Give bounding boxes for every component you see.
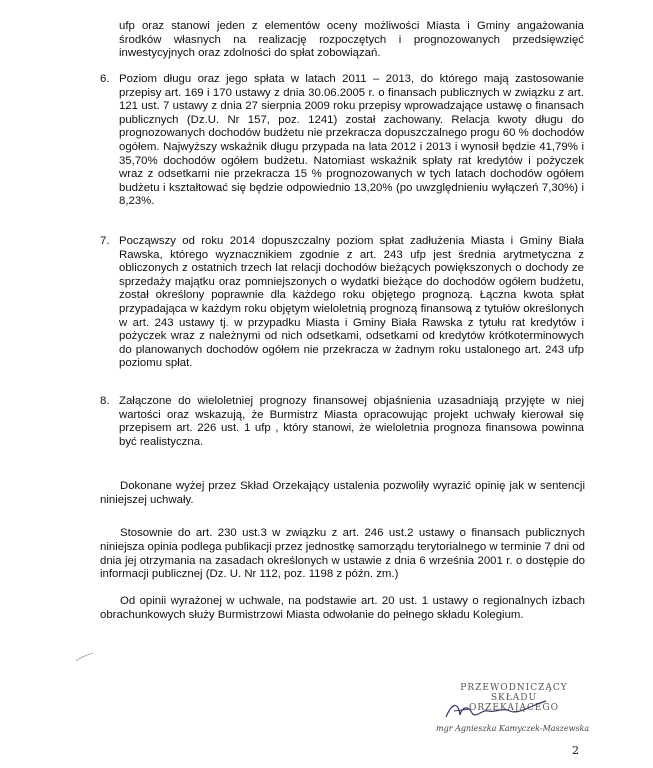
signature-title-line2: SKŁADU ORZEKAJĄCEGO [469, 693, 559, 713]
page-number: 2 [572, 744, 579, 757]
item-text: Począwszy od roku 2014 dopuszczalny poziom spłat zadłużenia Miasta i Gminy Biała Rawska, którego wyznacznikiem zgodnie z art. 243 ufp jest średnia arytmetyczna z obliczonych z ostatnich trzech lat relacji dochodów bieżących powiększonych o dochody ze sprzedaży majątku oraz pomniejszonych o wydatki bieżące do dochodów ogółem budżetu, został określony poprawnie dla każdego roku objętego prognozą. Łączna kwota spłat przypadająca w każdym roku objętym wieloletnią prognozą finansową z tytułów określonych w art. 243 ustawy tj. w przypadku Miasta i Gminy Biała Rawska z tytułu rat kredytów i pożyczek wraz z należnymi od nich odsetkami, odsetkami od kredytów krótkoterminowych do planowanych dochodów ogółem nie przekracza w żadnym roku ustalonego art. 243 ufp poziomu spłat. [119, 235, 584, 370]
item-number: 8. [100, 395, 110, 407]
intro-continuation: ufp oraz stanowi jeden z elementów oceny możliwości Miasta i Gminy angażowania środków własnych na realizację rozpoczętych i prognozowanych przedsięwzięć inwestycyjnych oraz zdolności do spłat zobowiązań. [119, 20, 584, 60]
item-text: Poziom długu oraz jego spłata w latach 2011 – 2013, do którego mają zastosowanie przepisy art. 169 i 170 ustawy z dnia 30.06.2005 r. o finansach publicznych w związku z art. 121 ust. 7 ustawy z dnia 27 sierpnia 2009 roku przepisy wprowadzające ustawę o finansach publicznych (Dz.U. Nr 157, poz. 1241) został zachowany. Relacja kwoty długu do prognozowanych dochodów budżetu nie przekracza dopuszczalnego progu 60 % dochodów ogółem. Najwyższy wskaźnik długu przypada na lata 2012 i 2013 i wynosił będzie 41,79% i 35,70% dochodów ogółem budżetu. Natomiast wskaźnik spłaty rat kredytów i pożyczek wraz z odsetkami nie przekracza 15 % prognozowanych w tych latach dochodów ogółem budżetu i kształtować się będzie odpowiednio 13,20% (po uwzględnieniu wyłączeń 7,30%) i 8,23%. [119, 73, 584, 208]
paragraph-od-opinii: Od opinii wyrażonej w uchwale, na podstawie art. 20 ust. 1 ustawy o regionalnych izbach obrachunkowych służy Burmistrzowi Miasta odwołanie do pełnego składu Kolegium. [100, 595, 585, 621]
handwritten-signature-icon [442, 697, 562, 725]
paragraph-stosownie: Stosownie do art. 230 ust.3 w związku z art. 246 ust.2 ustawy o finansach publicznych niniejsza opinia podlega publikacji przez jednostkę samorządu terytorialnego w terminie 7 dni od dnia jej otrzymania na zasadach określonych w ustawie z dnia 6 września 2001 r. o dostępie do informacji publicznej (Dz. U. Nr 112, poz. 1198 z późn. zm.) [100, 527, 586, 581]
item-number: 7. [100, 235, 110, 247]
paragraph-dokonane: Dokonane wyżej przez Skład Orzekający ustalenia pozwoliły wyrazić opinię jak w sentencji niniejszej uchwały. [100, 480, 585, 506]
signature-title-line1: PRZEWODNICZĄCY [460, 683, 568, 693]
stray-mark [75, 651, 95, 663]
item-number: 6. [100, 73, 110, 85]
signatory-name: mgr Agnieszka Kamyczek-Maszewska [436, 724, 590, 733]
signature-block [436, 683, 590, 753]
item-text: Załączone do wieloletniej prognozy finansowej objaśnienia uzasadniają przyjęte w niej wartości oraz wskazują, że Burmistrz Miasta opracowując projekt uchwały kierował się przepisem art. 226 ust. 1 ufp , który stanowi, że wieloletnia prognoza finansowa powinna być realistyczna. [119, 395, 584, 448]
